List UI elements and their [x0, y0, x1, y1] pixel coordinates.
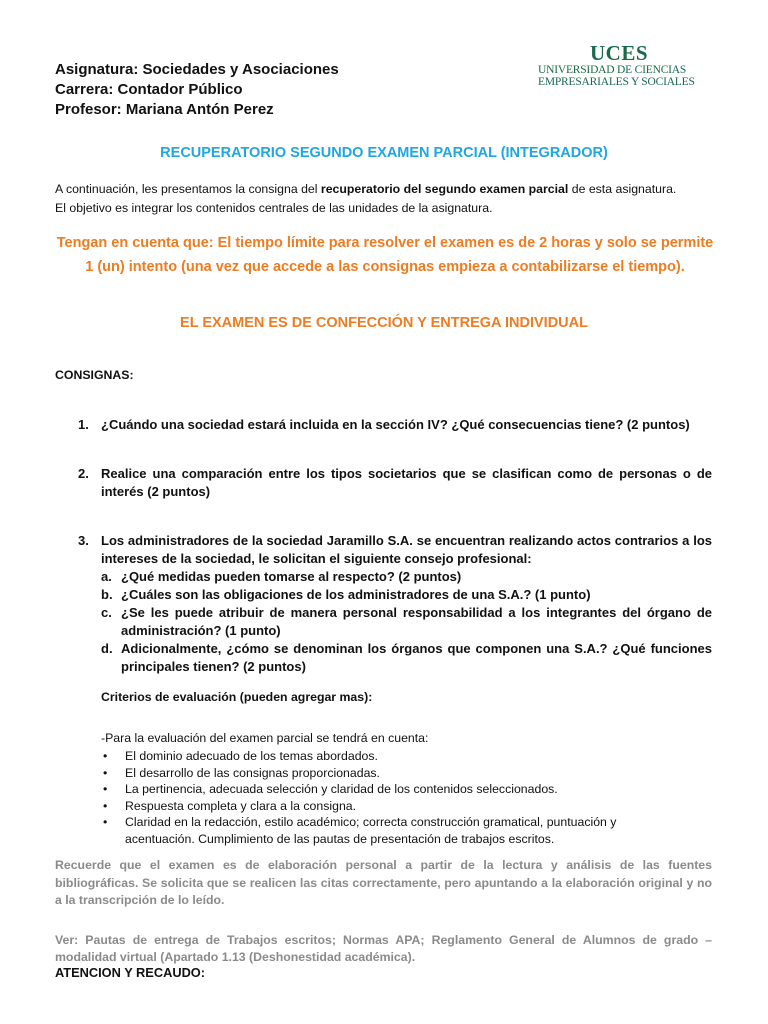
- subquestion-b: [101, 586, 712, 604]
- attention-heading: ATENCION Y RECAUDO:: [55, 965, 206, 980]
- logo-line-2: EMPRESARIALES Y SOCIALES: [538, 76, 695, 88]
- subject-line: Asignatura: Sociedades y Asociaciones: [55, 61, 339, 78]
- criteria-item: [101, 765, 681, 782]
- logo-line-1: UNIVERSIDAD DE CIENCIAS: [538, 64, 687, 76]
- career-line: Carrera: Contador Público: [55, 81, 243, 98]
- criteria-item-text: La pertinencia, adecuada selección y claridad de los contenidos seleccionados.: [125, 782, 558, 796]
- question-1: [78, 416, 712, 434]
- subquestion-letter: c.: [101, 605, 112, 620]
- criteria-item: [101, 781, 681, 798]
- subquestion-letter: a.: [101, 569, 112, 584]
- intro-text-end: de esta asignatura.: [568, 182, 677, 196]
- subquestion-text: Adicionalmente, ¿cómo se denominan los órganos que componen una S.A.? ¿Qué funciones principales tienen? (2 puntos): [121, 641, 712, 674]
- criteria-list: [101, 748, 681, 847]
- bullet-icon: •: [103, 815, 108, 829]
- criteria-title: Criterios de evaluación (pueden agregar mas):: [101, 690, 373, 704]
- question-number: 2.: [78, 466, 89, 481]
- intro-text-bold: recuperatorio del segundo examen parcial: [320, 182, 569, 196]
- criteria-item-text: El dominio adecuado de los temas abordados.: [125, 749, 378, 763]
- time-limit-warning: Tengan en cuenta que: El tiempo límite para resolver el examen es de 2 horas y solo se permite 1 (un) intento (una vez que accede a las consignas empieza a contabilizarse el tiempo).: [56, 235, 714, 275]
- question-text: ¿Cuándo una sociedad estará incluida en la sección IV? ¿Qué consecuencias tiene? (2 puntos): [101, 417, 690, 432]
- subquestion-text: ¿Cuáles son las obligaciones de los administradores de una S.A.? (1 punto): [121, 587, 591, 602]
- criteria-intro: -Para la evaluación del examen parcial se tendrá en cuenta:: [101, 731, 429, 745]
- subquestion-letter: b.: [101, 587, 113, 602]
- subquestion-text: ¿Se les puede atribuir de manera personal responsabilidad a los integrantes del órgano de administración? (1 punto): [121, 605, 712, 638]
- bullet-icon: •: [103, 798, 108, 813]
- intro-text: [55, 180, 715, 218]
- reminder-note: Recuerde que el examen es de elaboración personal a partir de la lectura y análisis de las fuentes bibliográficas. Se solicita que se realicen las citas correctamente, pero apuntando a la elaboración original y no a la transcripción de lo leído.: [55, 858, 712, 907]
- intro-text-start: A continuación, les presentamos la consigna del: [55, 182, 321, 196]
- consignas-label: CONSIGNAS:: [55, 368, 134, 382]
- subquestion-c: [101, 604, 712, 640]
- bullet-icon: •: [103, 765, 108, 780]
- intro-paragraph-1: [55, 180, 715, 199]
- logo-mark: UCES: [589, 42, 649, 65]
- intro-paragraph-2: El objetivo es integrar los contenidos centrales de las unidades de la asignatura.: [55, 201, 493, 215]
- question-number: 3.: [78, 533, 89, 548]
- subquestion-text: ¿Qué medidas pueden tomarse al respecto? (2 puntos): [121, 569, 462, 584]
- criteria-item-text: Claridad en la redacción, estilo académico; correcta construcción gramatical, puntuación y acentuación. Cumplimiento de las pautas de presentación de trabajos escritos.: [125, 815, 617, 846]
- individual-notice: EL EXAMEN ES DE CONFECCIÓN Y ENTREGA INDIVIDUAL: [180, 315, 588, 331]
- professor-line: Profesor: Mariana Antón Perez: [55, 101, 274, 118]
- criteria-item: [101, 748, 681, 765]
- references-note: Ver: Pautas de entrega de Trabajos escritos; Normas APA; Reglamento General de Alumnos de grado – modalidad virtual (Apartado 1.13 (Deshonestidad académica).: [55, 933, 712, 964]
- course-info: [55, 60, 339, 120]
- exam-title: RECUPERATORIO SEGUNDO EXAMEN PARCIAL (INTEGRADOR): [160, 145, 608, 161]
- uces-logo: [538, 42, 700, 94]
- question-text: Realice una comparación entre los tipos societarios que se clasifican como de personas o de interés (2 puntos): [101, 466, 712, 499]
- criteria-item: [101, 798, 681, 815]
- criteria-item: [101, 814, 681, 847]
- question-3: [78, 532, 712, 676]
- question-text: Los administradores de la sociedad Jaramillo S.A. se encuentran realizando actos contrarios a los intereses de la sociedad, le solicitan el siguiente consejo profesional:: [101, 533, 712, 566]
- subquestion-d: [101, 640, 712, 676]
- bullet-icon: •: [103, 782, 108, 796]
- criteria-item-text: El desarrollo de las consignas proporcionadas.: [125, 765, 380, 780]
- criteria-item-text: Respuesta completa y clara a la consigna.: [125, 798, 357, 813]
- question-2: [78, 465, 712, 501]
- subquestion-a: [101, 568, 712, 586]
- bullet-icon: •: [103, 749, 108, 763]
- subquestion-letter: d.: [101, 641, 113, 656]
- question-number: 1.: [78, 417, 89, 432]
